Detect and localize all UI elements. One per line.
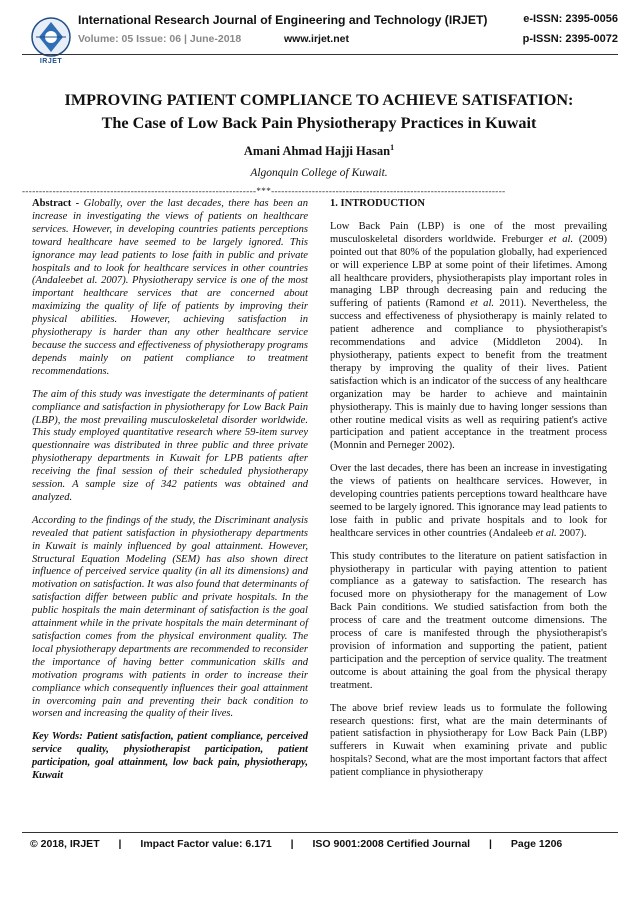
abstract-paragraph-2: The aim of this study was investigate the determinants of patient compliance and satisfaction in physiotherapy for Low Back Pain (LBP), the most prevailing musculoskeletal disorder worldwide. This study employed quantitative research where 59-item survey questionnaire was distributed in three public and three private physiotherapy departments in Kuwait for LPB patients after receiving the final session of their scheduled physiotherapy session. A sample size of 342 patients was obtained and analyzed.: [32, 388, 308, 503]
abstract-paragraph-3: According to the findings of the study, the Discriminant analysis revealed that patient satisfaction in physiotherapy departments in Kuwait is mainly influenced by goal attainment. However, Structural Equation Modeling (SEM) has also shown direct influence of perceived service quality (in all its dimensions) and motivation on satisfaction. It was also found that determinants of satisfaction differ between public and private hospitals. In the public hospitals the main determinant of satisfaction is the goal attainment while in the private hospitals the main determinant of satisfaction comes from the physical environment quality. The local physiotherapy departments are recommended to reconsider the importance of having better communication skills and motivation programs with patients in order to increase their compliance which consequently influences their goal attainment in overcoming pain and preventing their back condition to worsen and increasing the quality of their lives.: [32, 514, 308, 720]
section-separator: ---------------------------------------------------------------------***---------------------------------------------------------------------: [22, 186, 506, 196]
iso-certification: ISO 9001:2008 Certified Journal: [312, 838, 471, 850]
author-name: Amani Ahmad Hajji Hasan$^1$: [243, 143, 395, 159]
impact-factor: Impact Factor value: 6.171: [140, 838, 272, 850]
journal-title: International Research Journal of Engineering and Technology (IRJET): [78, 13, 488, 27]
irjet-logo-icon: [30, 16, 72, 58]
eissn: e-ISSN: 2395-0056: [523, 13, 618, 25]
paper-title-line1: IMPROVING PATIENT COMPLIANCE TO ACHIEVE SATISFATION:: [64, 91, 574, 109]
footer-rule: [22, 832, 618, 833]
volume-issue: Volume: 05 Issue: 06 | June-2018: [78, 33, 242, 45]
keywords-label: Key Words: [32, 731, 80, 743]
introduction-column: [330, 198, 607, 790]
keywords: Key Words: Patient satisfaction, patient compliance, perceived service quality, physiotherapist participation, patient participation, goal attainment, low back pain, physiotherapy, Kuwait: [32, 731, 308, 782]
intro-paragraph-3: This study contributes to the literature on patient satisfaction in physiotherapy in particular with paying attention to patient compliance as a gateway to satisfaction. The research has focused more on physiotherapy for the management of Low Back Pain conditions. We studied satisfaction from both the process of care and the treatment outcome dimensions. The process of care is manifested through the physiotherapist's provision of information and supporting the patient, patient participation and the perception of service quality. The treatment outcome is about attaining the goal from the physical therapy treatment.: [330, 550, 607, 691]
page-footer: © 2018, IRJET | Impact Factor value: 6.171 | ISO 9001:2008 Certified Journal | Page 1206: [30, 838, 563, 850]
section-heading: 1. INTRODUCTION: [330, 198, 425, 209]
pissn: p-ISSN: 2395-0072: [522, 33, 618, 45]
paper-title-line2: The Case of Low Back Pain Physiotherapy Practices in Kuwait: [101, 114, 537, 132]
header-rule: [22, 54, 618, 55]
abstract-label: Abstract -: [32, 198, 80, 209]
intro-paragraph-1: Low Back Pain (LBP) is one of the most prevailing musculoskeletal disorders worldwide. Freburger et al. (2009) pointed out that 80% of the population globally, had experienced or will experience LBP at some point of their lifetimes. Among all healthcare providers, physiotherapists play important roles in managing LBP through decreasing pain and reducing the suffering of patients (Ramond et al. 2011). Nevertheless, the success and effectiveness of physiotherapy is mainly related to patient adherence and compliance to physiotherapist's recommendations and advice (Middleton 2004). In physiotherapy, patients expect to benefit from the treatment therapy by improving the quality of their lives. Patient satisfaction which is an indicator of the success of any healthcare organization may be harder to achieve and maintainin physiotherapy. This is mainly due to having longer sessions than other routine medical visits as well as requiring patient's active participation and patient acceptance in the treatment process (Monnin and Perneger 2002).: [330, 220, 607, 452]
page-number: Page 1206: [510, 838, 563, 850]
logo-text: IRJET: [39, 58, 63, 65]
intro-paragraph-2: Over the last decades, there has been an increase in investigating the views of patients on healthcare services. However, in developing countries patients perceptions toward healthcare have seemed to be largely ignored. This ignorance may lead patients to lose faith in public and private hospitals and to look for healthcare services in other countries (Andaleeb et al. 2007).: [330, 463, 607, 539]
copyright: © 2018, IRJET: [30, 838, 100, 850]
author-affiliation: Algonquin College of Kuwait.: [250, 167, 388, 179]
journal-header: [0, 0, 638, 78]
author-superscript: 1: [390, 143, 395, 152]
abstract-column: [32, 198, 308, 793]
intro-paragraph-4: The above brief review leads us to formulate the following research questions: first, what are the main determinants of patient satisfaction in physiotherapy for Low Back Pain (LBP) sufferers in Kuwait when examining private and public hospitals? Second, what are the most important factors that affect patient compliance in physiotherapy: [330, 702, 607, 779]
abstract-paragraph-1: Abstract - Globally, over the last decades, there has been an increase in investigating the views of patients on healthcare services. However, in developing countries patients perceptions toward healthcare have seemed to be largely ignored. This ignorance may lead patients to lose faith in public and private hospitals and to look for healthcare services in other countries (Andaleebet al. 2007). Physiotherapy service is one of the most important healthcare services that are concerned about maximizing the quality of life of patients by improving their physical abilities. However, achieving satisfaction in physiotherapy is harder than any other healthcare service because the success and effectiveness of physiotherapy programs depends mainly on patient compliance to treatment recommendations.: [32, 198, 308, 377]
website-link[interactable]: www.irjet.net: [284, 33, 349, 45]
